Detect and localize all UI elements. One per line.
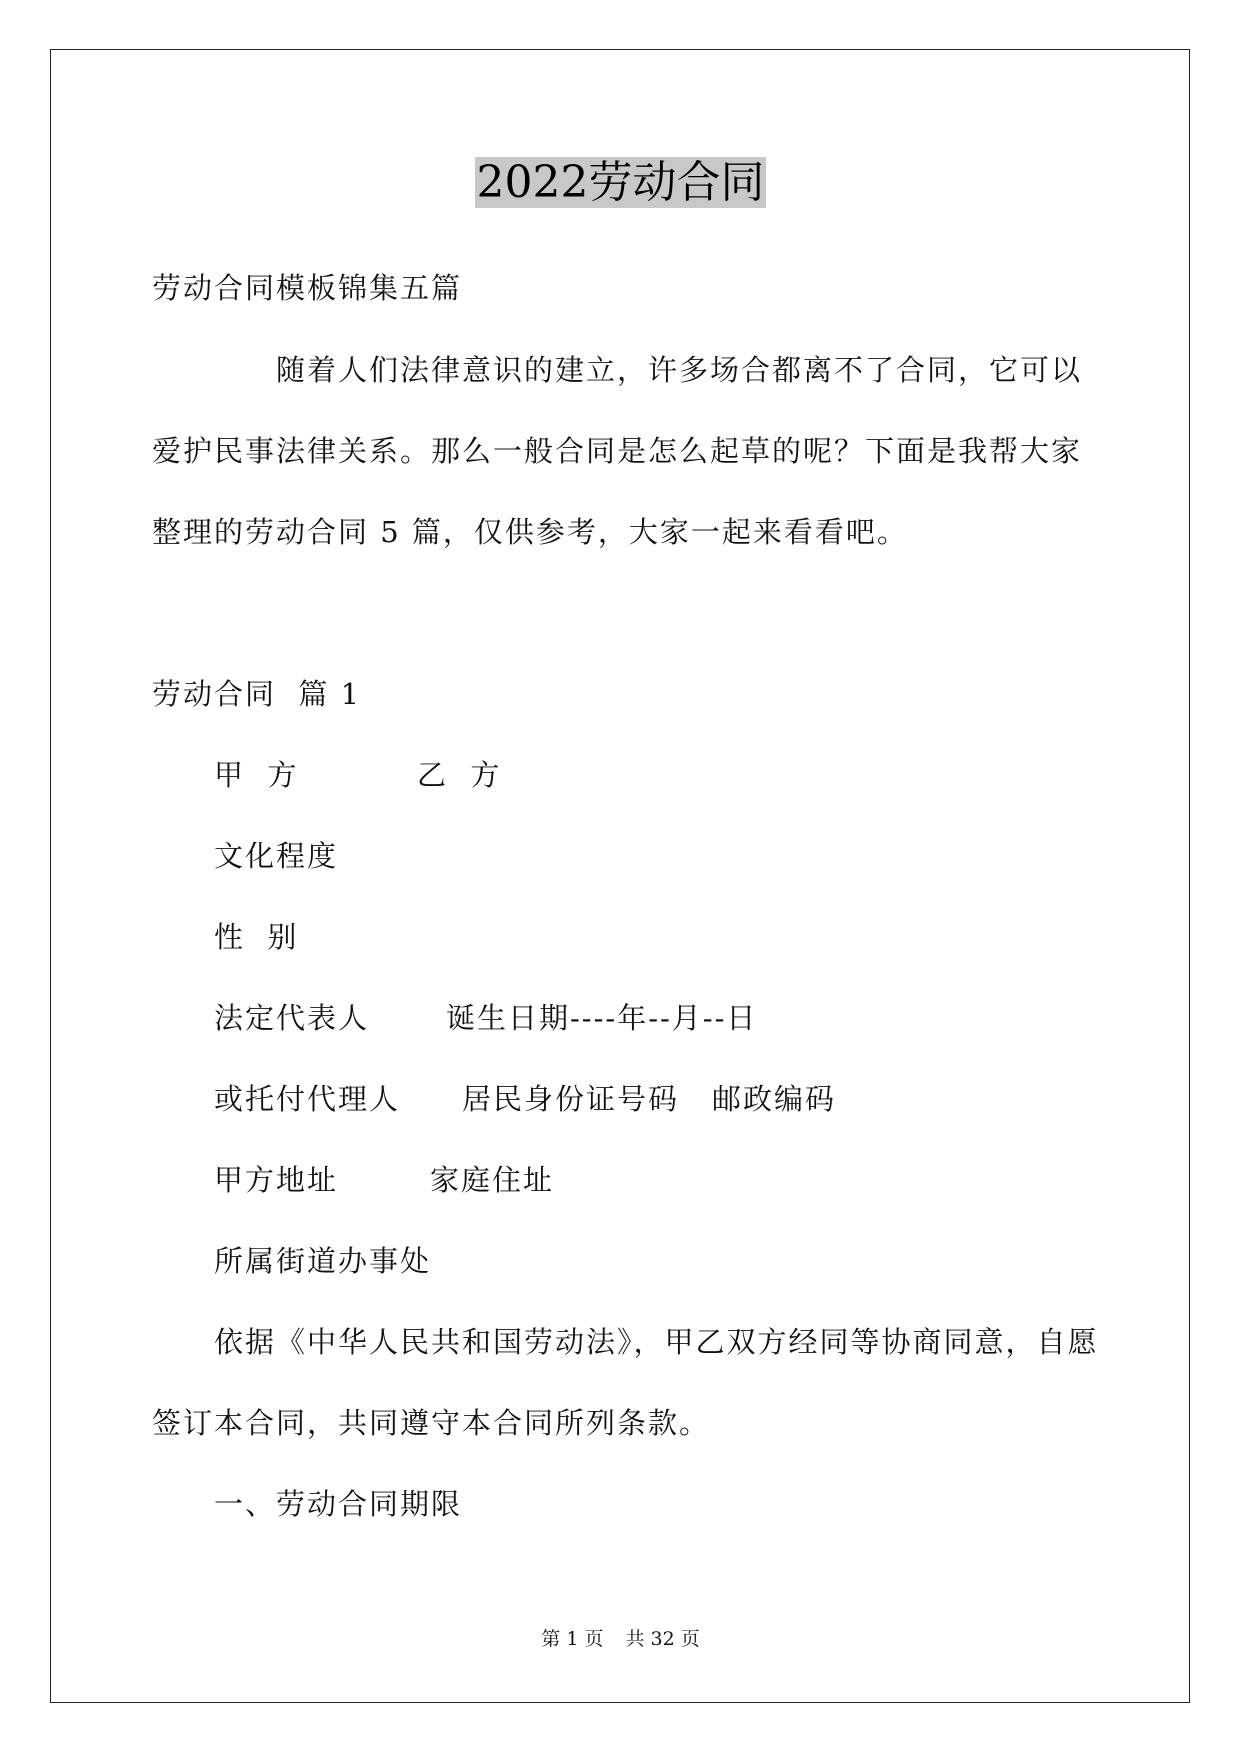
field-label: 甲方地址 — [214, 1163, 339, 1197]
field-label: 邮政编码 — [712, 1082, 837, 1116]
field-label: 家庭住址 — [430, 1163, 555, 1197]
field-label: 文化程度 — [214, 839, 339, 873]
field-label: 或托付代理人 — [214, 1082, 401, 1116]
paragraph-line: 爱护民事法律关系。那么一般合同是怎么起草的呢？下面是我帮大家 — [152, 434, 1083, 468]
field-label: 所属街道办事处 — [214, 1244, 432, 1278]
field-label: 甲 方 — [214, 758, 299, 792]
field-label: 乙 方 — [417, 758, 502, 792]
paragraph-line: 依据《中华人民共和国劳动法》，甲乙双方经同等协商同意，自愿 — [214, 1325, 1099, 1359]
section-heading: 一、劳动合同期限 — [214, 1487, 463, 1521]
page-total: 共 32 页 — [625, 1628, 700, 1650]
paragraph-line: 随着人们法律意识的建立，许多场合都离不了合同，它可以 — [276, 353, 1083, 387]
page-footer — [0, 1624, 1241, 1651]
section-heading: 劳动合同 篇 1 — [152, 677, 362, 711]
subtitle: 劳动合同模板锦集五篇 — [152, 271, 463, 305]
paragraph-line: 签订本合同，共同遵守本合同所列条款。 — [152, 1406, 711, 1440]
field-label: 居民身份证号码 — [462, 1082, 680, 1116]
document-title: 2022劳动合同 — [476, 157, 765, 208]
page-number: 第 1 页 — [541, 1628, 604, 1650]
paragraph-line: 整理的劳动合同 5 篇，仅供参考，大家一起来看看吧。 — [152, 515, 908, 549]
field-label: 诞生日期----年--月--日 — [446, 1001, 758, 1035]
field-label: 法定代表人 — [214, 1001, 370, 1035]
field-label: 性 别 — [214, 920, 299, 954]
